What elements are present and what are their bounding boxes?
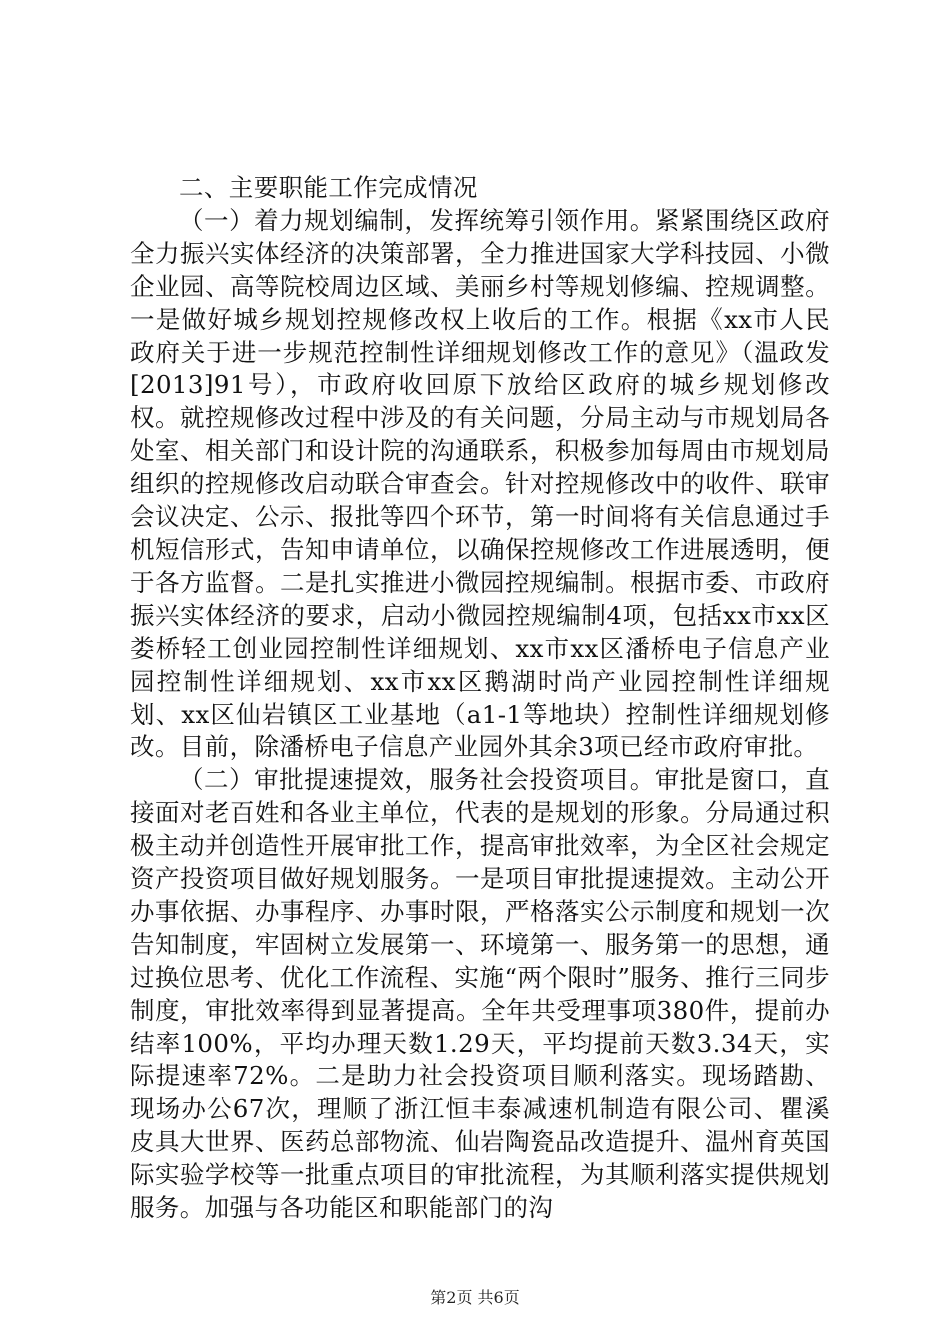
page-footer: 第2页 共6页 xyxy=(430,1288,520,1307)
document-body xyxy=(130,172,830,1225)
paragraph-approval: （二）审批提速提效，服务社会投资项目。审批是窗口，直接面对老百姓和各业主单位，代表的是规划的形象。分局通过积极主动并创造性开展审批工作，提高审批效率，为全区社会规定资产投资项目做好规划服务。一是项目审批提速提效。主动公开办事依据、办事程序、办事时限，严格落实公示制度和规划一次告知制度，牢固树立发展第一、环境第一、服务第一的思想，通过换位思考、优化工作流程、实施“两个限时”服务、推行三同步制度，审批效率得到显著提高。全年共受理事项380件，提前办结率100%，平均办理天数1.29天，平均提前天数3.34天，实际提速率72%。二是助力社会投资项目顺利落实。现场踏勘、现场办公67次，理顺了浙江恒丰泰减速机制造有限公司、瞿溪皮具大世界、医药总部物流、仙岩陶瓷品改造提升、温州育英国际实验学校等一批重点项目的审批流程，为其顺利落实提供规划服务。加强与各功能区和职能部门的沟 xyxy=(130,765,830,1223)
section-heading: 二、主要职能工作完成情况 xyxy=(179,173,478,202)
paragraph-planning: （一）着力规划编制，发挥统筹引领作用。紧紧围绕区政府全力振兴实体经济的决策部署，全力推进国家大学科技园、小微企业园、高等院校周边区域、美丽乡村等规划修编、控规调整。一是做好城乡规划控规修改权上收后的工作。根据《xx市人民政府关于进一步规范控制性详细规划修改工作的意见》（温政发[2013]91号），市政府收回原下放给区政府的城乡规划修改权。就控规修改过程中涉及的有关问题，分局主动与市规划局各处室、相关部门和设计院的沟通联系，积极参加每周由市规划局组织的控规修改启动联合审查会。针对控规修改中的收件、联审会议决定、公示、报批等四个环节，第一时间将有关信息通过手机短信形式，告知申请单位，以确保控规修改工作进展透明，便于各方监督。二是扎实推进小微园控规编制。根据市委、市政府振兴实体经济的要求，启动小微园控规编制4项，包括xx市xx区娄桥轻工创业园控制性详细规划、xx市xx区潘桥电子信息产业园控制性详细规划、xx市xx区鹅湖时尚产业园控制性详细规划、xx区仙岩镇区工业基地（a1-1等地块）控制性详细规划修改。目前，除潘桥电子信息产业园外其余3项已经市政府审批。 xyxy=(130,205,830,762)
